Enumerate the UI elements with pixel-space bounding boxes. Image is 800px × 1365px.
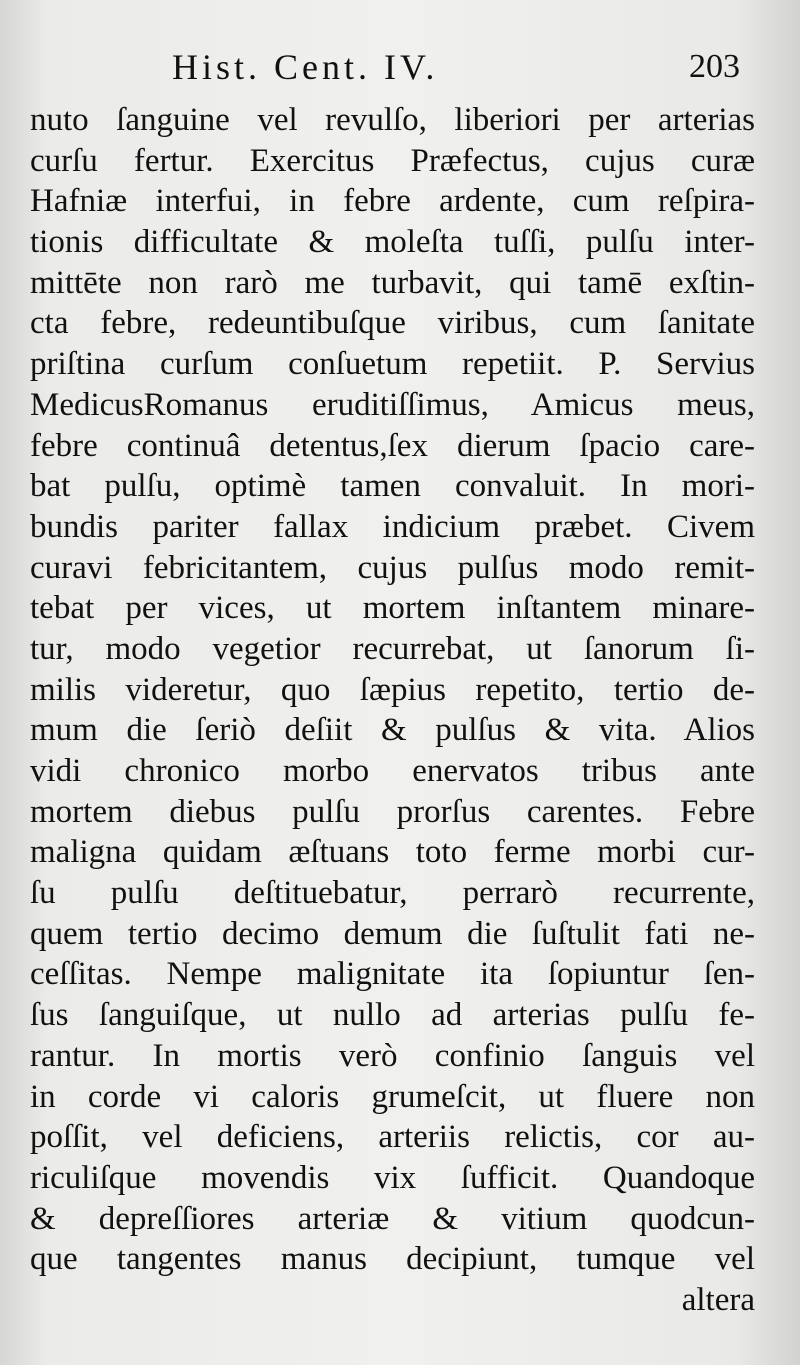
text-line: ſus ſanguiſque, ut nullo ad arterias pulſu fe- (30, 997, 755, 1034)
text-line: curſu fertur. Exercitus Præfectus, cujus curæ (30, 142, 755, 179)
body-text (30, 100, 755, 1321)
text-line: Hafniæ interfui, in febre ardente, cum reſpira- (30, 183, 755, 220)
text-line: bat pulſu, optimè tamen convaluit. In mori- (30, 468, 755, 505)
page-number: 203 (689, 48, 740, 85)
text-line: vidi chronico morbo enervatos tribus ante (30, 753, 755, 789)
running-title: Hist. Cent. IV. (172, 47, 439, 87)
text-line: cta febre, redeuntibuſque viribus, cum ſanitate (30, 305, 755, 342)
text-line: febre continuâ detentus,ſex dierum ſpacio care- (30, 427, 755, 464)
text-line: tebat per vices, ut mortem inſtantem minare- (30, 590, 755, 627)
text-line: bundis pariter fallax indicium præbet. Civem (30, 508, 755, 545)
text-line: tionis difficultate & moleſta tuſſi, pulſu inter- (30, 224, 755, 261)
text-line: ceſſitas. Nempe malignitate ita ſopiuntur ſen- (30, 956, 755, 993)
text-line: poſſit, vel deficiens, arteriis relictis, cor au- (30, 1119, 755, 1156)
catchword: altera (681, 1281, 755, 1318)
text-line: MedicusRomanus eruditiſſimus, Amicus meus, (30, 386, 755, 423)
text-line: nuto ſanguine vel revulſo, liberiori per arterias (30, 102, 755, 138)
page-header (30, 42, 750, 92)
text-line: curavi febricitantem, cujus pulſus modo remit- (30, 549, 755, 586)
text-line: que tangentes manus decipiunt, tumque vel (30, 1241, 755, 1278)
text-line: quem tertio decimo demum die ſuſtulit fati ne- (30, 915, 755, 952)
text-line: priſtina curſum conſuetum repetiit. P. Servius (30, 346, 755, 383)
text-line: riculiſque movendis vix ſufficit. Quandoque (30, 1159, 755, 1196)
text-line: mum die ſeriò deſiit & pulſus & vita. Alios (30, 712, 755, 749)
text-line: rantur. In mortis verò confinio ſanguis vel (30, 1037, 755, 1074)
text-line: mortem diebus pulſu prorſus carentes. Febre (30, 793, 755, 830)
text-line: mittēte non rarò me turbavit, qui tamē exſtin- (30, 264, 755, 301)
text-line: in corde vi caloris grumeſcit, ut fluere non (30, 1078, 755, 1115)
text-line: milis videretur, quo ſæpius repetito, tertio de- (30, 671, 755, 708)
text-line: ſu pulſu deſtituebatur, perrarò recurrente, (30, 875, 755, 912)
text-line: tur, modo vegetior recurrebat, ut ſanorum ſi- (30, 630, 755, 667)
text-line: maligna quidam æſtuans toto ferme morbi cur- (30, 834, 755, 871)
text-line: & depreſſiores arteriæ & vitium quodcun- (30, 1200, 755, 1237)
